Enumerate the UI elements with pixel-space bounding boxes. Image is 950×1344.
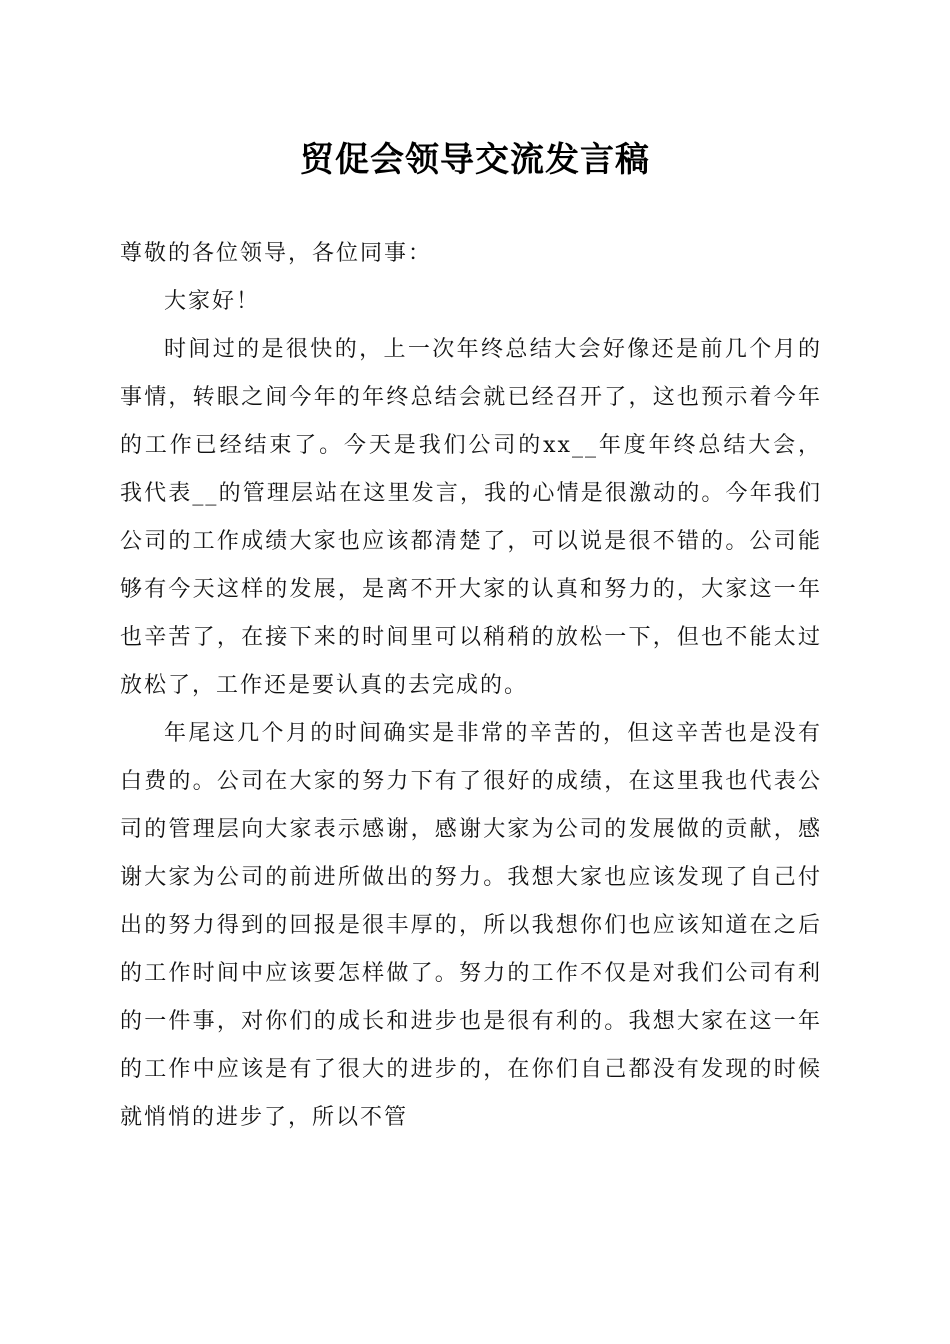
greeting: 大家好！ xyxy=(164,289,261,314)
paragraph-1: 时间过的是很快的，上一次年终总结大会好像还是前几个月的事情，转眼之间今年的年终总结会就已经召开了，这也预示着今年的工作已经结束了。今天是我们公司的xx__年度年终总结大会，我代表__的管理层站在这里发言，我的心情是很激动的。今年我们公司的工作成绩大家也应该都清楚了，可以说是很不错的。公司能够有今天这样的发展，是离不开大家的认真和努力的，大家这一年也辛苦了，在接下来的时间里可以稍稍的放松一下，但也不能太过放松了，工作还是要认真的去完成的。 xyxy=(120,337,822,698)
salutation: 尊敬的各位领导，各位同事： xyxy=(120,241,433,266)
page-title: 贸促会领导交流发言稿 xyxy=(300,140,650,180)
paragraph-2: 年尾这几个月的时间确实是非常的辛苦的，但这辛苦也是没有白费的。公司在大家的努力下有了很好的成绩，在这里我也代表公司的管理层向大家表示感谢，感谢大家为公司的发展做的贡献，感谢大家为公司的前进所做出的努力。我想大家也应该发现了自己付出的努力得到的回报是很丰厚的，所以我想你们也应该知道在之后的工作时间中应该要怎样做了。努力的工作不仅是对我们公司有利的一件事，对你们的成长和进步也是很有利的。我想大家在这一年的工作中应该是有了很大的进步的，在你们自己都没有发现的时候就悄悄的进步了，所以不管 xyxy=(120,721,822,1130)
document-body xyxy=(120,230,822,1142)
